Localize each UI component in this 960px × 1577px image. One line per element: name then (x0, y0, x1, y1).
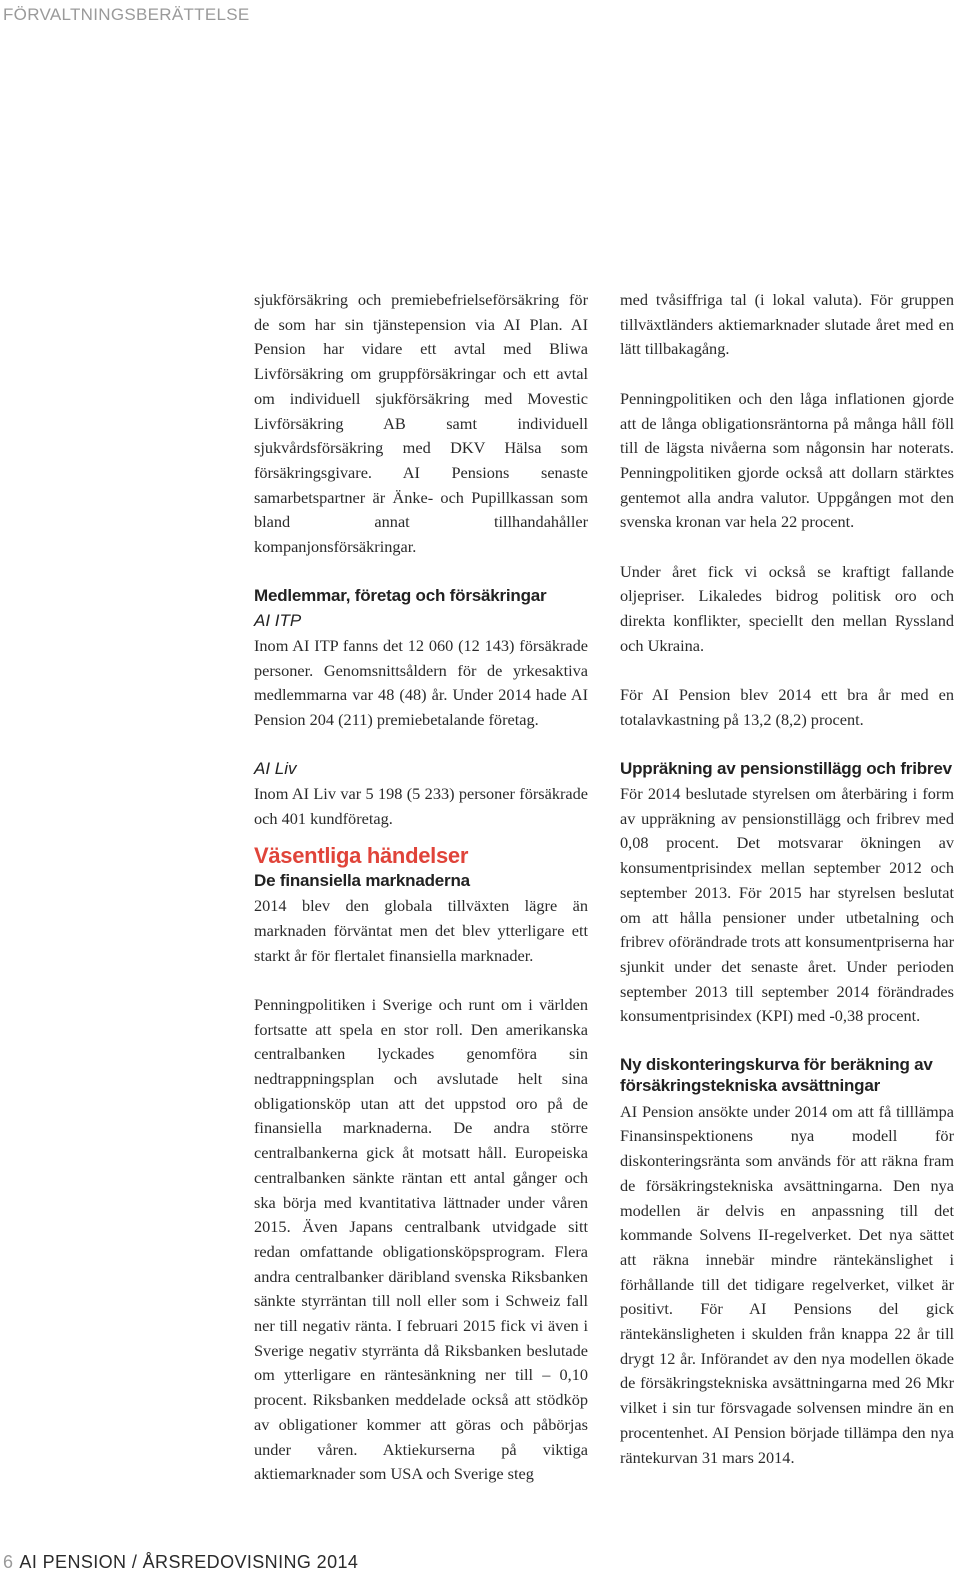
indexation-paragraph: För 2014 beslutade styrelsen om återbäring i form av uppräkning av pensionstillägg och fribrev med 0,08 procent. Det motsvarar ökningen av konsumentprisindex mellan september 2012 och september 2013. För 2015 har styrelsen beslutat om att hålla pensioner under utbetalning och fribrev oförändrade trots att konsumentpriserna har sjunkit under det senaste året. Under perioden september 2013 till september 2014 förändrades konsumentprisindex (KPI) med -0,38 procent. (620, 784, 954, 1026)
right-column (620, 288, 954, 1470)
events-heading: Väsentliga händelser (254, 843, 469, 869)
page-number: 6 (3, 1552, 14, 1572)
right-paragraph-1: med tvåsiffriga tal (i lokal valuta). För gruppen tillväxtländers aktiemarknader slutade året med en lätt tillbakagång. (620, 290, 954, 359)
indexation-heading: Uppräkning av pensionstillägg och fribrev (620, 759, 952, 779)
right-paragraph-4: För AI Pension blev 2014 ett bra år med en totalavkastning på 13,2 (8,2) procent. (620, 685, 954, 729)
markets-paragraph-2: Penningpolitiken i Sverige och runt om i världen fortsatte att spela en stor roll. Den amerikanska centralbanken lyckades genomföra sin nedtrappningsplan och avslutade helt sina obligationsköp utan att det uppstod oro på de finansiella marknaderna. De andra större centralbankerna gick åt motsatt håll. Europeiska centralbanken sänkte räntan ett antal gånger och ska börja med kvantitativa lättnader under våren 2015. Även Japans centralbank utvidgade sitt redan omfattande obligationsköpsprogram. Flera andra centralbanker däribland svenska Riksbanken sänkte styrräntan till noll eller som i Schweiz fall ner till negativ ränta. I februari 2015 fick vi även i Sverige negativ styrränta då Riksbanken beslutade om ytterligare en räntesänkning ner till – 0,10 procent. Riksbanken meddelade också att stödköp av obligationer kommer att göras och påbörjas under våren. Aktiekurserna på viktiga aktiemarknader som USA och Sverige steg (254, 994, 588, 1484)
itp-subheading: AI ITP (254, 611, 302, 631)
left-column (254, 288, 588, 1487)
liv-subheading: AI Liv (254, 759, 297, 779)
markets-paragraph-1: 2014 blev den globala tillväxten lägre än marknaden förväntat men det blev ytterligare ett starkt år för flertalet finansiella marknader. (254, 896, 588, 965)
discount-curve-heading: Ny diskonteringskurva för beräkning av försäkringstekniska avsättningar (620, 1054, 933, 1095)
discount-curve-paragraph: AI Pension ansökte under 2014 om att få tilllämpa Finansinspektionens nya modell för diskonteringsränta som används för att räkna fram de försäkringstekniska avsättningarna. Den nya modellen är delvis en anpassning till det kommande Solvens II-regelverket. Det nya sättet att räkna innebär mindre räntekänslighet i förhållande till det tidigare regelverket, vilket är positivt. För AI Pensions del gick räntekänsligheten i skulden från knappa 22 år till drygt 12 år. Införandet av den nya modellen ökade de försäkringstekniska avsättningarna med 26 Mkr vilket i sin tur försvagade solvensen mindre än en procentenhet. AI Pension började tillämpa den nya räntekurvan 31 mars 2014. (620, 1101, 954, 1467)
intro-paragraph: sjukförsäkring och premiebefrielseförsäkring för de som har sin tjänstepension via AI Plan. AI Pension har vidare ett avtal med Bliwa Livförsäkring om gruppförsäkringar och ett avtal om individuell sjukförsäkring med Movestic Livförsäkring AB samt individuell sjukvårdsförsäkring med DKV Hälsa som försäkringsgivare. AI Pensions senaste samarbetspartner är Änke- och Pupillkassan som bland annat tillhandahåller kompanjonsförsäkringar. (254, 290, 588, 557)
right-paragraph-2: Penningpolitiken och den låga inflationen gjorde att de långa obligationsräntorna på många håll föll till de lägsta nivåerna som någonsin har noterats. Penningpolitiken gjorde också att dollarn stärktes gentemot alla andra valutor. Uppgången mot den svenska kronan var hela 22 procent. (620, 388, 954, 532)
footer-title: AI PENSION / ÅRSREDOVISNING 2014 (19, 1552, 359, 1572)
page-footer (3, 1552, 358, 1573)
markets-heading: De finansiella marknaderna (254, 871, 470, 891)
running-head: FÖRVALTNINGSBERÄTTELSE (3, 5, 250, 24)
right-paragraph-3: Under året fick vi också se kraftigt fallande oljepriser. Likaledes bidrog politisk oro och direkta konflikter, speciellt den mellan Ryssland och Ukraina. (620, 561, 954, 655)
itp-paragraph: Inom AI ITP fanns det 12 060 (12 143) försäkrade personer. Genomsnittsåldern för de yrkesaktiva medlemmarna var 48 (48) år. Under 2014 hade AI Pension 204 (211) premiebetalande företag. (254, 635, 588, 729)
members-heading: Medlemmar, företag och försäkringar (254, 586, 547, 606)
liv-paragraph: Inom AI Liv var 5 198 (5 233) personer försäkrade och 401 kundföretag. (254, 784, 588, 828)
